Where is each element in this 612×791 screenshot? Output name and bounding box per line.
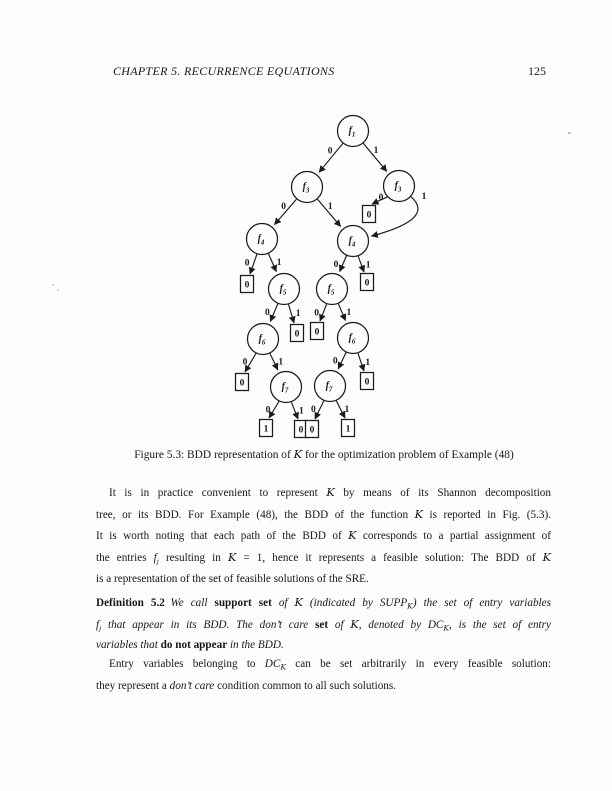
svg-text:f7: $f_7$ bbox=[325, 380, 333, 394]
text-line bbox=[96, 676, 551, 698]
bdd-edge-label: 0 bbox=[378, 193, 384, 203]
text-segment: condition common to all such solutions. bbox=[214, 679, 397, 692]
text-segment: tree, or its BDD. For Example (48), the BDD of the function bbox=[96, 508, 415, 521]
bdd-edge-label: 0 bbox=[333, 259, 339, 270]
svg-text:0: 0 bbox=[364, 377, 370, 388]
svg-text:0: 0 bbox=[366, 210, 372, 221]
bdd-edge-f4L-1 bbox=[268, 254, 276, 272]
bdd-terminal-1 bbox=[342, 420, 355, 437]
text-segment: ) the set of entry variables bbox=[412, 597, 551, 609]
bdd-node-1 bbox=[338, 116, 369, 147]
svg-text:1: 1 bbox=[263, 424, 269, 435]
bdd-edge-f4R-1 bbox=[358, 256, 364, 272]
text-segment: We call bbox=[170, 597, 215, 609]
bdd-edge-label: 1 bbox=[327, 202, 333, 213]
text-segment: resulting in bbox=[158, 552, 228, 565]
text-segment: is reported in Fig. (5.3). bbox=[422, 508, 551, 521]
text-segment: j bbox=[99, 622, 102, 632]
text-line bbox=[96, 482, 551, 504]
text-segment: K bbox=[280, 662, 287, 672]
bdd-node-4 bbox=[338, 226, 369, 257]
text-segment: K bbox=[407, 601, 413, 611]
bdd-edge-label: 1 bbox=[344, 404, 350, 415]
scan-speck bbox=[52, 284, 54, 286]
bdd-terminal-0 bbox=[361, 373, 374, 390]
scan-speck bbox=[568, 132, 571, 134]
figure-caption bbox=[78, 447, 570, 461]
bdd-terminal-0 bbox=[306, 421, 319, 438]
text-segment: Entry variables belonging to bbox=[109, 658, 265, 670]
bdd-edge-f4R-0 bbox=[340, 256, 347, 272]
svg-text:f7: $f_7$ bbox=[281, 381, 289, 395]
svg-text:f3: $f_3$ bbox=[394, 180, 402, 194]
bdd-terminal-1 bbox=[260, 420, 273, 437]
bdd-node-7 bbox=[315, 371, 346, 402]
chapter-header: CHAPTER 5. RECURRENCE EQUATIONS bbox=[113, 64, 335, 78]
text-segment: K bbox=[443, 622, 450, 632]
text-segment: K bbox=[542, 551, 551, 565]
text-segment: K bbox=[326, 486, 335, 499]
bdd-terminal-0 bbox=[291, 325, 304, 342]
text-segment: that appear in its BDD. The don’t care bbox=[101, 618, 316, 631]
text-segment: they represent a bbox=[96, 679, 170, 692]
text-segment: , is the set of entry bbox=[449, 618, 551, 631]
bdd-terminal-0 bbox=[241, 276, 254, 293]
text-line bbox=[96, 547, 551, 569]
bdd-edge-label: 1 bbox=[421, 192, 427, 202]
bdd-edge-f5L-0 bbox=[270, 304, 277, 322]
bdd-edge-label: 0 bbox=[332, 356, 338, 367]
text-line bbox=[96, 569, 551, 591]
definition-5-2 bbox=[96, 592, 551, 657]
bdd-terminal-0 bbox=[363, 206, 376, 223]
bdd-edge-label: 0 bbox=[265, 405, 271, 416]
text-segment: K bbox=[414, 507, 423, 521]
bdd-edge-label: 1 bbox=[346, 307, 352, 318]
text-segment: K bbox=[350, 617, 359, 631]
text-segment: can be set arbitrarily in every feasible solution: bbox=[286, 658, 551, 670]
svg-text:1: 1 bbox=[345, 424, 351, 435]
bdd-node-7 bbox=[271, 372, 302, 403]
closing-paragraph bbox=[96, 654, 551, 697]
bdd-edge-f5R-0 bbox=[320, 304, 327, 321]
bdd-terminal-0 bbox=[311, 323, 324, 340]
bdd-edge-label: 1 bbox=[365, 357, 371, 368]
text-segment: set bbox=[315, 618, 329, 631]
text-segment: Definition 5.2 bbox=[96, 597, 165, 609]
bdd-edge-f5R-1 bbox=[338, 304, 345, 321]
bdd-edge-f7L-1 bbox=[291, 402, 298, 419]
bdd-edge-f6R-0 bbox=[338, 352, 346, 368]
text-segment: SUPP bbox=[379, 597, 408, 609]
text-segment: in the BDD. bbox=[227, 639, 284, 652]
text-segment: don’t care bbox=[169, 679, 215, 692]
text-segment: f bbox=[153, 552, 157, 565]
svg-text:f6: $f_6$ bbox=[348, 332, 356, 346]
svg-text:f4: $f_4$ bbox=[348, 235, 356, 249]
bdd-node-5 bbox=[269, 274, 300, 305]
bdd-edge-label: 0 bbox=[327, 146, 333, 157]
text-segment: K bbox=[227, 551, 237, 565]
svg-text:0: 0 bbox=[294, 329, 300, 340]
text-segment: K bbox=[293, 447, 303, 461]
text-segment: (indicated by bbox=[302, 597, 380, 609]
text-segment: corresponds to a partial assignment of bbox=[356, 530, 551, 543]
text-segment: Figure 5.3: BDD representation of bbox=[134, 449, 294, 461]
text-segment: K bbox=[348, 529, 357, 543]
intro-paragraph bbox=[96, 482, 551, 590]
bdd-edge-label: 0 bbox=[310, 405, 316, 416]
bdd-edge-label: 1 bbox=[365, 260, 371, 271]
bdd-node-3 bbox=[384, 171, 415, 202]
svg-text:f5: $f_5$ bbox=[327, 283, 335, 297]
text-segment: It is in practice convenient to represent bbox=[109, 487, 327, 499]
text-line bbox=[96, 592, 551, 614]
svg-text:0: 0 bbox=[298, 425, 304, 436]
svg-text:f3: $f_3$ bbox=[302, 181, 310, 195]
bdd-edge-label: 1 bbox=[278, 357, 284, 368]
text-segment: j bbox=[156, 556, 159, 566]
bdd-edge-label: 1 bbox=[295, 308, 301, 319]
text-line bbox=[96, 504, 551, 526]
bdd-edge-label: 0 bbox=[264, 308, 270, 319]
bdd-edge-f4L-0 bbox=[250, 254, 257, 274]
svg-text:f1: $f_1$ bbox=[348, 125, 356, 139]
text-line bbox=[96, 654, 551, 676]
bdd-edge-label: 1 bbox=[299, 406, 304, 417]
text-segment: DC bbox=[264, 658, 281, 670]
bdd-edge-f7L-0 bbox=[269, 401, 279, 418]
bdd-edge-f5L-1 bbox=[289, 304, 294, 323]
svg-text:f4: $f_4$ bbox=[257, 233, 265, 247]
svg-text:0: 0 bbox=[244, 280, 250, 291]
bdd-terminal-0 bbox=[361, 274, 374, 291]
bdd-edge-label: 0 bbox=[281, 201, 287, 212]
bdd-edge-label: 0 bbox=[244, 258, 250, 269]
text-segment: by means of its Shannon decomposition bbox=[334, 487, 551, 499]
text-segment: f bbox=[96, 618, 100, 631]
text-segment: variables that bbox=[96, 639, 161, 652]
bdd-node-5 bbox=[317, 274, 348, 305]
text-segment: do not appear bbox=[160, 639, 228, 652]
svg-text:f6: $f_6$ bbox=[258, 333, 266, 347]
text-line bbox=[96, 525, 551, 547]
text-line bbox=[96, 614, 551, 636]
bdd-edge-f6L-1 bbox=[270, 353, 278, 369]
svg-text:0: 0 bbox=[239, 378, 245, 389]
svg-text:0: 0 bbox=[314, 327, 320, 338]
text-segment: , denoted by bbox=[358, 618, 428, 631]
bdd-node-3 bbox=[292, 172, 323, 203]
bdd-node-6 bbox=[248, 324, 279, 355]
bdd-node-6 bbox=[338, 323, 369, 354]
text-segment: of bbox=[271, 597, 295, 609]
page-number: 125 bbox=[528, 64, 546, 78]
svg-text:f5: $f_5$ bbox=[279, 283, 287, 297]
text-segment: of bbox=[328, 618, 351, 631]
bdd-node-4 bbox=[247, 224, 278, 255]
text-segment: is a representation of the set of feasible solutions of the SRE. bbox=[96, 572, 369, 585]
svg-text:0: 0 bbox=[364, 278, 370, 289]
svg-text:0: 0 bbox=[309, 425, 315, 436]
text-segment: support set bbox=[214, 597, 272, 609]
bdd-edge-label: 0 bbox=[242, 357, 248, 368]
text-segment: DC bbox=[427, 618, 444, 631]
text-segment: for the optimization problem of Example (48) bbox=[302, 449, 514, 461]
bdd-edge-f7R-0 bbox=[315, 401, 324, 419]
text-segment: K bbox=[294, 596, 303, 609]
bdd-terminal-0 bbox=[236, 374, 249, 391]
text-segment: the entries bbox=[96, 552, 154, 565]
bdd-edge-label: 1 bbox=[373, 146, 379, 157]
text-segment: It is worth noting that each path of the BDD of bbox=[96, 530, 349, 543]
bdd-edge-label: 1 bbox=[276, 257, 282, 268]
text-segment: = 1, hence it represents a feasible solution: The BDD of bbox=[236, 552, 543, 565]
bdd-edge-label: 0 bbox=[314, 308, 319, 319]
scan-speck bbox=[57, 289, 59, 291]
bdd-edge-f6R-1 bbox=[358, 353, 364, 371]
